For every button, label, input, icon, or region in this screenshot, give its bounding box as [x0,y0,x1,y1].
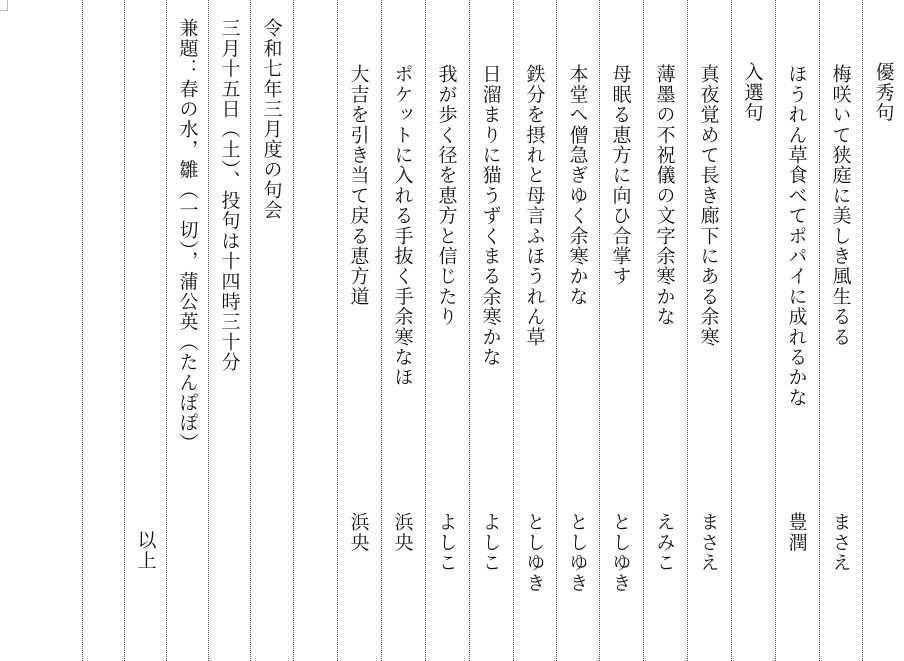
haiku-row [687,0,729,661]
haiku-text: ポケットに入れる手抜く手余寒なほ [391,64,414,388]
haiku-row [599,0,641,661]
haiku-author: 豊潤 [785,512,808,553]
haiku-author: 浜央 [391,512,414,553]
next-meeting-topics: 兼題：春の水，雛（一切），蒲公英（たんぽぽ） [176,18,199,453]
excellent-heading: 優秀句 [872,62,895,123]
haiku-author: としゆき [523,512,546,593]
next-meeting-title-column [250,0,292,661]
haiku-author: えみこ [653,512,676,573]
column-rule [82,0,83,661]
haiku-text: 大吉を引き当て戻る恵方道 [347,64,370,307]
next-meeting-title: 令和七年三月度の句会 [260,18,283,220]
haiku-row [381,0,423,661]
corner-crop-mark [0,10,8,11]
haiku-author: としゆき [566,512,589,593]
haiku-author: まさえ [829,512,852,573]
haiku-author: まさえ [697,512,720,573]
closing-mark: 以上 [134,530,157,571]
haiku-text: 母眠る恵方に向ひ合掌す [609,64,632,287]
haiku-row [556,0,598,661]
haiku-author: 浜央 [347,512,370,553]
closing-column [124,0,166,661]
column-rule [293,0,294,661]
haiku-text: 鉄分を摂れと母言ふほうれん草 [523,64,546,347]
haiku-text: 薄墨の不祝儀の文字余寒かな [653,64,676,327]
haiku-row [775,0,817,661]
next-meeting-datetime: 三月十五日（土）、投句は十四時三十分 [218,18,241,373]
next-meeting-datetime-column [208,0,250,661]
haiku-row [819,0,861,661]
haiku-author: よしこ [435,512,458,573]
haiku-row [513,0,555,661]
haiku-text: 日溜まりに猫うずくまる余寒かな [479,64,502,367]
haiku-author: よしこ [479,512,502,573]
haiku-text: 本堂へ僧急ぎゆく余寒かな [566,64,589,307]
selected-heading-column [731,0,773,661]
excellent-heading-column [862,0,904,661]
selected-heading: 入選句 [741,62,764,123]
haiku-text: 我が歩く径を恵方と信じたり [435,64,458,327]
haiku-text: 梅咲いて狭庭に美しき風生るる [829,64,852,347]
haiku-author: としゆき [609,512,632,593]
haiku-text: 真夜覚めて長き廊下にある余寒 [697,64,720,347]
haiku-row [337,0,379,661]
haiku-row [425,0,467,661]
haiku-row [643,0,685,661]
next-meeting-topics-column [166,0,208,661]
haiku-text: ほうれん草食べてポパイに成れるかな [785,64,808,408]
haiku-row [469,0,511,661]
